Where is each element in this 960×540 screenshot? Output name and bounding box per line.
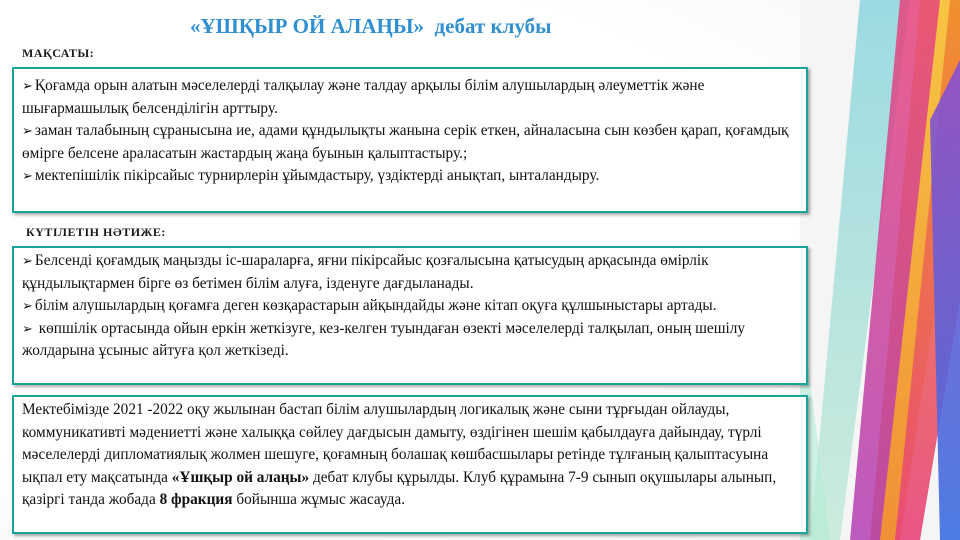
result-item-1: ➢ Белсенді қоғамдық маңызды іс-шараларға, яғни пікірсайыс қозғалысына қатысудың арқасында өмірлік құндылықтармен бірге өз бетімен білім алуға, ізденуге дағдыланады.: [22, 250, 798, 295]
club-subtitle: дебат клубы: [434, 14, 552, 38]
result-item-3: ➢ көпшілік ортасында ойын еркін жеткізуге, кез-келген туындаған өзекті мәселелерді талқылап, оның шешілу жолдарына ұсыныс айтуға қол жеткізеді.: [22, 318, 798, 363]
goal-item-1: ➢ Қоғамда орын алатын мәселелерді талқылау және талдау арқылы білім алушылардың әлеуметтік және шығармашылық белсенділігін арттыру.: [22, 75, 798, 120]
results-box: [12, 246, 808, 385]
results-label: КҮТІЛЕТІН НӘТИЖЕ:: [26, 225, 166, 239]
about-paragraph: [22, 399, 798, 512]
about-text-2: дебат клубы құрылды. Клуб құрамына 7-9 сынып оқушылары алынып, қазіргі танда жобада: [22, 468, 777, 508]
goal-item-2: ➢ заман талабының сұранысына ие, адами құндылықты жанына серік еткен, айналасына сын көзбен қарап, қоғамдық өмірге белсене араласатын жастардың жаңа буынын қалыптастыру.;: [22, 120, 798, 165]
goals-label: МАҚСАТЫ:: [22, 46, 95, 60]
slide-title: [190, 14, 710, 39]
about-box: [12, 395, 808, 534]
decorative-ribbons: [800, 0, 960, 540]
club-title: «ҰШҚЫР ОЙ АЛАҢЫ»: [190, 14, 425, 38]
result-item-2: ➢ білім алушылардың қоғамға деген көзқарастарын айқындайды және кітап оқуға құлшыныстары артады.: [22, 295, 798, 318]
about-text-1: Мектебімізде 2021 -2022 оқу жылынан бастап білім алушылардың логикалық және сыни тұрғыдан ойлауды, коммуникативті мәдениетті және халыққа сөйлеу дағдысын дамыту, өздігінен шешім қабылдауға дайындау, түрлі мәселелерді дипломатиялық жолмен шешуге, қоғамның болашақ көшбасшылары ретінде тұлғаның қалыптасуына ықпал ету мақсатында: [22, 401, 769, 486]
fraction-count: 8 фракция: [159, 491, 233, 508]
goals-box: [12, 67, 808, 213]
goal-item-3: ➢ мектепішілік пікірсайыс турнирлерін ұйымдастыру, үздіктерді анықтап, ынталандыру.: [22, 165, 798, 188]
club-name: «Ұшқыр ой алаңы»: [171, 468, 310, 486]
about-text-3: бойынша жұмыс жасауда.: [232, 491, 406, 508]
